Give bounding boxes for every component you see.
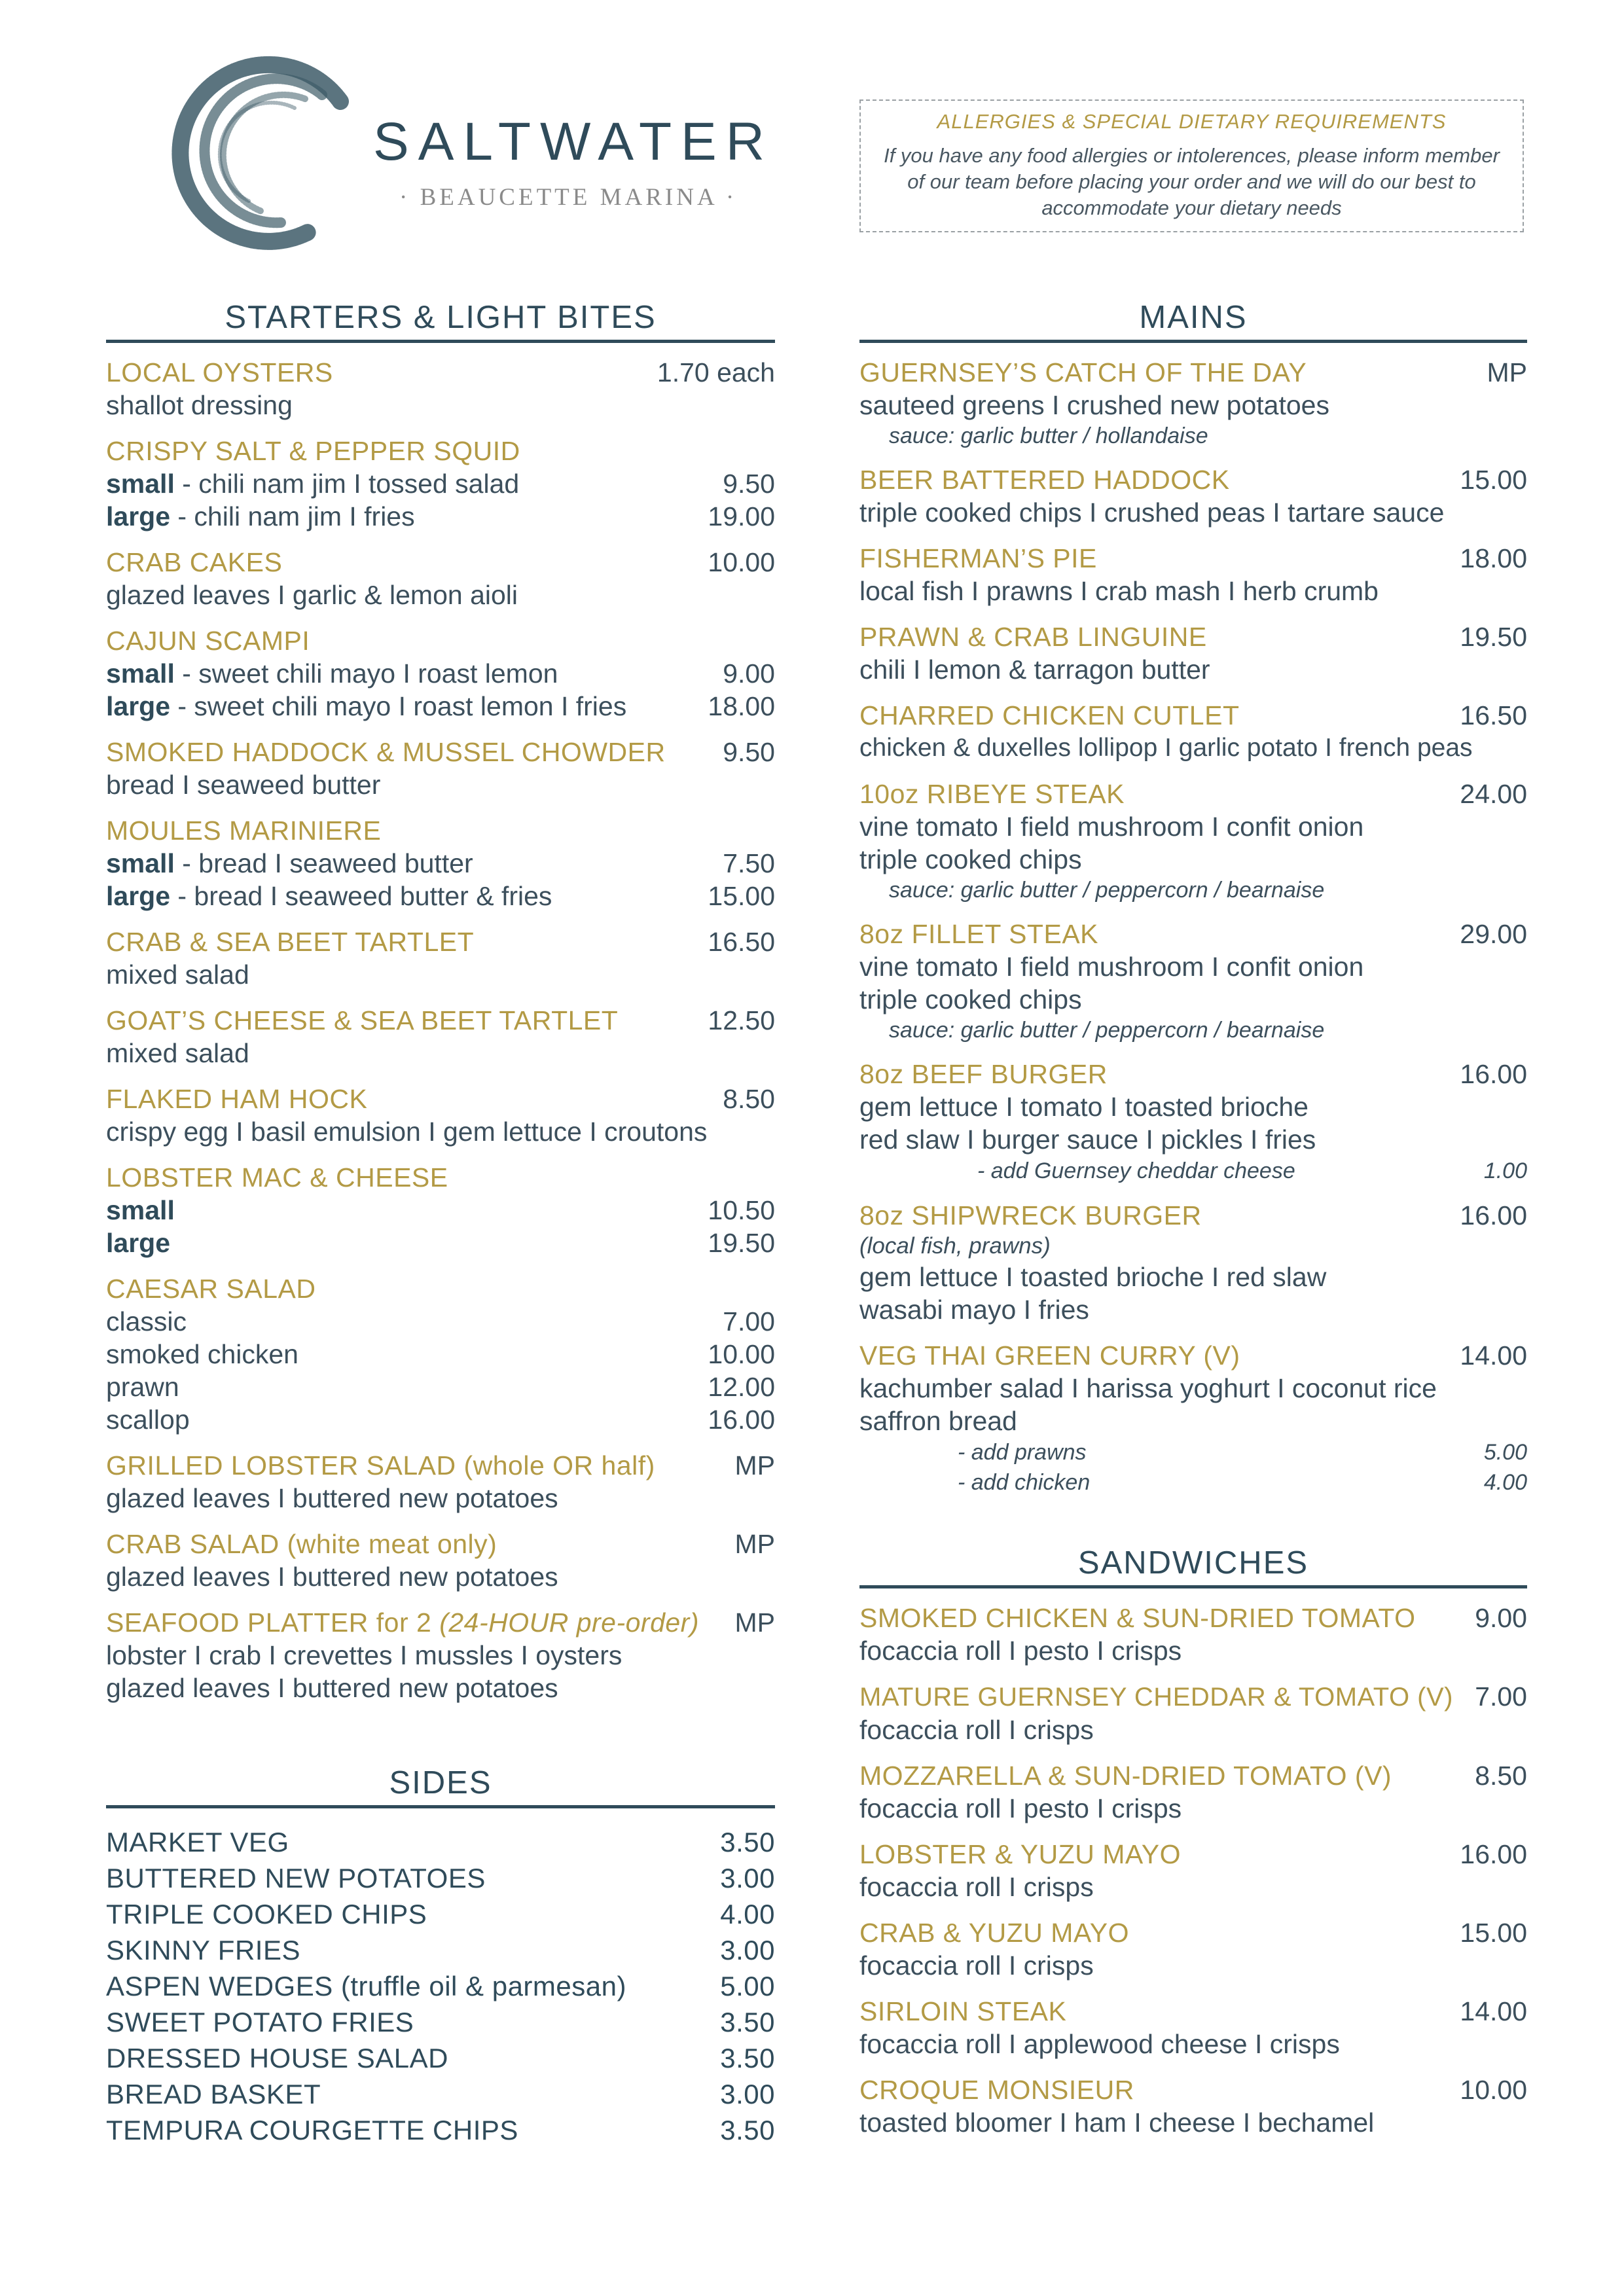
side-item bbox=[106, 2040, 775, 2076]
item-name: CAJUN SCAMPI bbox=[106, 626, 310, 656]
menu-item bbox=[859, 1058, 1527, 1186]
option-text: scallop bbox=[106, 1405, 190, 1435]
item-desc: glazed leaves I buttered new potatoes bbox=[106, 1483, 558, 1513]
item-option bbox=[106, 1338, 775, 1371]
item-name: GRILLED LOBSTER SALAD (whole OR half) bbox=[106, 1450, 655, 1480]
option-price: 9.50 bbox=[723, 469, 775, 499]
item-price: 24.00 bbox=[1460, 779, 1527, 809]
side-name: BREAD BASKET bbox=[106, 2079, 321, 2109]
item-price: MP bbox=[1487, 357, 1527, 387]
option-size: small bbox=[106, 469, 175, 499]
option-text: - chili nam jim I fries bbox=[170, 501, 415, 531]
item-option bbox=[106, 1194, 775, 1227]
menu-item bbox=[859, 620, 1527, 686]
item-price: 9.00 bbox=[1475, 1603, 1527, 1633]
option-text: prawn bbox=[106, 1372, 179, 1402]
option-price: 7.00 bbox=[723, 1306, 775, 1336]
item-name: CRISPY SALT & PEPPER SQUID bbox=[106, 436, 520, 466]
option-text: classic bbox=[106, 1306, 187, 1336]
item-price: 16.00 bbox=[1460, 1839, 1527, 1869]
item-note: (local fish, prawns) bbox=[859, 1233, 1051, 1259]
item-name: MOULES MARINIERE bbox=[106, 816, 382, 846]
menu-item bbox=[859, 1995, 1527, 2060]
menu-item bbox=[859, 918, 1527, 1045]
side-item bbox=[106, 1968, 775, 2004]
brand-name: SALTWATER bbox=[373, 112, 774, 171]
item-desc: triple cooked chips I crushed peas I tartare sauce bbox=[859, 497, 1445, 528]
option-price: 15.00 bbox=[708, 881, 775, 911]
side-name: MARKET VEG bbox=[106, 1827, 289, 1857]
side-item bbox=[106, 2112, 775, 2148]
item-price: 8.50 bbox=[1475, 1761, 1527, 1791]
option-price: 18.00 bbox=[708, 691, 775, 721]
sides-title: SIDES bbox=[106, 1763, 775, 1808]
option-price: 10.00 bbox=[708, 1339, 775, 1369]
item-price: 15.00 bbox=[1460, 1918, 1527, 1948]
side-price: 3.50 bbox=[720, 2115, 775, 2145]
menu-item bbox=[106, 546, 775, 611]
item-desc: vine tomato I field mushroom I confit onion bbox=[859, 952, 1364, 982]
allergy-title: ALLERGIES & SPECIAL DIETARY REQUIREMENTS bbox=[937, 110, 1447, 133]
item-sauce: sauce: garlic butter / peppercorn / bearnaise bbox=[889, 878, 1325, 903]
item-desc: saffron bread bbox=[859, 1406, 1017, 1436]
item-sauce: sauce: garlic butter / hollandaise bbox=[889, 423, 1208, 448]
side-name: BUTTERED NEW POTATOES bbox=[106, 1863, 486, 1893]
item-name: CRAB & YUZU MAYO bbox=[859, 1918, 1129, 1948]
menu-item bbox=[106, 1004, 775, 1069]
item-desc: crispy egg I basil emulsion I gem lettuce I croutons bbox=[106, 1117, 708, 1147]
item-option bbox=[106, 847, 775, 880]
menu-item bbox=[106, 624, 775, 723]
item-desc: lobster I crab I crevettes I mussles I oysters bbox=[106, 1640, 623, 1670]
side-name: ASPEN WEDGES (truffle oil & parmesan) bbox=[106, 1971, 626, 2001]
option-price: 10.50 bbox=[708, 1195, 775, 1225]
item-addon bbox=[859, 1437, 1527, 1467]
item-name: LOCAL OYSTERS bbox=[106, 357, 333, 387]
item-option bbox=[106, 657, 775, 690]
menu-item bbox=[859, 1602, 1527, 1667]
item-option bbox=[106, 880, 775, 912]
item-price: 29.00 bbox=[1460, 919, 1527, 949]
item-price: 7.00 bbox=[1475, 1681, 1527, 1712]
menu-item bbox=[859, 356, 1527, 450]
addon-price: 5.00 bbox=[1483, 1440, 1527, 1465]
option-text: smoked chicken bbox=[106, 1339, 298, 1369]
option-size: large bbox=[106, 881, 170, 911]
menu-item bbox=[106, 1161, 775, 1259]
item-desc: triple cooked chips bbox=[859, 844, 1082, 874]
item-name: MATURE GUERNSEY CHEDDAR & TOMATO (V) bbox=[859, 1683, 1454, 1712]
option-size: large bbox=[106, 691, 170, 721]
menu-item bbox=[106, 1083, 775, 1148]
side-item bbox=[106, 1824, 775, 1860]
item-option bbox=[106, 1371, 775, 1403]
item-price: 16.00 bbox=[1460, 1200, 1527, 1230]
item-desc: focaccia roll I crisps bbox=[859, 1872, 1094, 1902]
side-item bbox=[106, 2004, 775, 2040]
option-size: small bbox=[106, 658, 175, 689]
item-desc: gem lettuce I tomato I toasted brioche bbox=[859, 1092, 1308, 1122]
item-desc: sauteed greens I crushed new potatoes bbox=[859, 390, 1329, 420]
starters-section bbox=[106, 298, 775, 1704]
menu-item bbox=[859, 1916, 1527, 1982]
menu-item bbox=[859, 778, 1527, 905]
sides-section bbox=[106, 1763, 775, 2148]
item-name: SMOKED CHICKEN & SUN-DRIED TOMATO bbox=[859, 1603, 1416, 1633]
allergy-text: If you have any food allergies or intolerences, please inform member of our team before placing your order and we will do our best to accommodate your dietary needs bbox=[884, 144, 1500, 219]
item-name: SMOKED HADDOCK & MUSSEL CHOWDER bbox=[106, 737, 666, 767]
side-price: 3.00 bbox=[720, 1863, 775, 1893]
item-price: 15.00 bbox=[1460, 465, 1527, 495]
item-desc: glazed leaves I buttered new potatoes bbox=[106, 1562, 558, 1592]
item-desc: focaccia roll I crisps bbox=[859, 1950, 1094, 1981]
item-price: MP bbox=[734, 1607, 775, 1638]
brand-location: · BEAUCETTE MARINA · bbox=[399, 184, 738, 211]
item-option bbox=[106, 467, 775, 500]
mains-title: MAINS bbox=[859, 298, 1527, 343]
option-price: 16.00 bbox=[708, 1405, 775, 1435]
item-desc: kachumber salad I harissa yoghurt I coconut rice bbox=[859, 1373, 1437, 1403]
item-price: 12.50 bbox=[708, 1005, 775, 1035]
item-name: SEAFOOD PLATTER for 2 bbox=[106, 1607, 440, 1638]
allergy-notice bbox=[859, 99, 1524, 232]
option-text: - chili nam jim I tossed salad bbox=[174, 469, 520, 499]
option-size: large bbox=[106, 1228, 170, 1258]
item-name: FLAKED HAM HOCK bbox=[106, 1084, 368, 1114]
item-name: CAESAR SALAD bbox=[106, 1274, 316, 1304]
menu-item bbox=[859, 1339, 1527, 1498]
sandwiches-title: SANDWICHES bbox=[859, 1543, 1527, 1588]
menu-item bbox=[106, 925, 775, 991]
menu-item bbox=[859, 1199, 1527, 1326]
item-desc: shallot dressing bbox=[106, 390, 293, 420]
item-name-note: (24-HOUR pre-order) bbox=[439, 1607, 699, 1638]
item-option bbox=[106, 690, 775, 723]
left-column bbox=[106, 298, 775, 2194]
addon-text: - add chicken bbox=[958, 1470, 1091, 1495]
option-text: - bread I seaweed butter & fries bbox=[170, 881, 552, 911]
option-size: small bbox=[106, 848, 175, 878]
addon-price: 4.00 bbox=[1483, 1470, 1527, 1495]
item-price: 1.70 each bbox=[657, 357, 775, 387]
item-desc: local fish I prawns I crab mash I herb crumb bbox=[859, 576, 1379, 606]
item-price: 10.00 bbox=[1460, 2075, 1527, 2105]
item-desc: focaccia roll I pesto I crisps bbox=[859, 1636, 1182, 1666]
item-name: 10oz RIBEYE STEAK bbox=[859, 779, 1125, 809]
item-price: 9.50 bbox=[723, 737, 775, 767]
menu-item bbox=[106, 814, 775, 912]
item-desc: mixed salad bbox=[106, 1038, 249, 1068]
item-name: FISHERMAN’S PIE bbox=[859, 543, 1097, 573]
option-size: large bbox=[106, 501, 170, 531]
item-name: CRAB & SEA BEET TARTLET bbox=[106, 927, 475, 957]
addon-text: - add prawns bbox=[958, 1440, 1087, 1465]
item-desc: chili I lemon & tarragon butter bbox=[859, 655, 1210, 685]
addon-price: 1.00 bbox=[1483, 1158, 1527, 1183]
side-item bbox=[106, 1896, 775, 1932]
menu-item bbox=[106, 1528, 775, 1593]
side-item bbox=[106, 1860, 775, 1896]
item-desc: red slaw I burger sauce I pickles I fries bbox=[859, 1124, 1316, 1155]
item-name: GUERNSEY’S CATCH OF THE DAY bbox=[859, 357, 1307, 387]
menu-item bbox=[859, 542, 1527, 607]
menu-item bbox=[106, 356, 775, 422]
item-option bbox=[106, 1305, 775, 1338]
side-price: 3.50 bbox=[720, 2043, 775, 2073]
item-desc: bread I seaweed butter bbox=[106, 770, 381, 800]
item-option bbox=[106, 500, 775, 533]
item-name: 8oz SHIPWRECK BURGER bbox=[859, 1200, 1202, 1230]
menu-item bbox=[106, 736, 775, 801]
side-price: 3.00 bbox=[720, 2079, 775, 2109]
mains-section bbox=[859, 298, 1527, 1498]
item-desc: wasabi mayo I fries bbox=[859, 1295, 1089, 1325]
item-price: 16.00 bbox=[1460, 1059, 1527, 1089]
item-price: 14.00 bbox=[1460, 1996, 1527, 2026]
item-name: 8oz BEEF BURGER bbox=[859, 1059, 1108, 1089]
option-text: - bread I seaweed butter bbox=[174, 848, 473, 878]
side-price: 5.00 bbox=[720, 1971, 775, 2001]
item-name: LOBSTER & YUZU MAYO bbox=[859, 1839, 1181, 1869]
item-name: CHARRED CHICKEN CUTLET bbox=[859, 700, 1240, 730]
menu-item bbox=[859, 1680, 1527, 1746]
side-price: 3.50 bbox=[720, 2007, 775, 2037]
item-price: 8.50 bbox=[723, 1084, 775, 1114]
item-name: LOBSTER MAC & CHEESE bbox=[106, 1162, 448, 1193]
side-name: TEMPURA COURGETTE CHIPS bbox=[106, 2115, 518, 2145]
item-name: CRAB SALAD (white meat only) bbox=[106, 1529, 497, 1559]
item-desc: mixed salad bbox=[106, 960, 249, 990]
menu-item bbox=[859, 463, 1527, 529]
menu-item bbox=[859, 2073, 1527, 2139]
menu-item bbox=[859, 1838, 1527, 1903]
item-desc: chicken & duxelles lollipop I garlic potato I french peas bbox=[859, 734, 1473, 762]
sandwiches-section bbox=[859, 1543, 1527, 2139]
option-price: 12.00 bbox=[708, 1372, 775, 1402]
item-desc: glazed leaves I garlic & lemon aioli bbox=[106, 580, 518, 610]
item-addon bbox=[859, 1156, 1527, 1186]
side-name: DRESSED HOUSE SALAD bbox=[106, 2043, 448, 2073]
menu-item bbox=[106, 1606, 775, 1704]
addon-text: - add Guernsey cheddar cheese bbox=[977, 1158, 1295, 1183]
item-name: SIRLOIN STEAK bbox=[859, 1996, 1067, 2026]
item-price: MP bbox=[734, 1529, 775, 1559]
option-price: 19.50 bbox=[708, 1228, 775, 1258]
option-size: small bbox=[106, 1195, 175, 1225]
saltwater-wave-logo bbox=[151, 56, 360, 255]
item-name: 8oz FILLET STEAK bbox=[859, 919, 1099, 949]
side-name: SWEET POTATO FRIES bbox=[106, 2007, 414, 2037]
item-desc: focaccia roll I pesto I crisps bbox=[859, 1793, 1182, 1823]
item-desc: focaccia roll I crisps bbox=[859, 1715, 1094, 1745]
starters-title: STARTERS & LIGHT BITES bbox=[106, 298, 775, 343]
item-name: VEG THAI GREEN CURRY (V) bbox=[859, 1340, 1240, 1371]
item-option bbox=[106, 1403, 775, 1436]
right-column bbox=[859, 298, 1527, 2185]
option-text: - sweet chili mayo I roast lemon I fries bbox=[170, 691, 627, 721]
menu-item bbox=[106, 1449, 775, 1515]
side-price: 4.00 bbox=[720, 1899, 775, 1929]
side-name: TRIPLE COOKED CHIPS bbox=[106, 1899, 427, 1929]
item-desc: vine tomato I field mushroom I confit onion bbox=[859, 812, 1364, 842]
item-price: 10.00 bbox=[708, 547, 775, 577]
item-desc: toasted bloomer I ham I cheese I bechamel bbox=[859, 2108, 1375, 2138]
side-item bbox=[106, 2076, 775, 2112]
item-price: MP bbox=[734, 1450, 775, 1480]
item-desc: glazed leaves I buttered new potatoes bbox=[106, 1673, 558, 1703]
menu-item bbox=[859, 699, 1527, 764]
item-price: 14.00 bbox=[1460, 1340, 1527, 1371]
item-name: CRAB CAKES bbox=[106, 547, 283, 577]
option-text: - sweet chili mayo I roast lemon bbox=[174, 658, 558, 689]
item-price: 19.50 bbox=[1460, 622, 1527, 652]
menu-item bbox=[106, 435, 775, 533]
item-option bbox=[106, 1227, 775, 1259]
menu-item bbox=[859, 1759, 1527, 1825]
item-price: 16.50 bbox=[708, 927, 775, 957]
item-desc: focaccia roll I applewood cheese I crisps bbox=[859, 2029, 1340, 2059]
side-price: 3.50 bbox=[720, 1827, 775, 1857]
item-name: BEER BATTERED HADDOCK bbox=[859, 465, 1230, 495]
item-name: PRAWN & CRAB LINGUINE bbox=[859, 622, 1207, 652]
option-price: 7.50 bbox=[723, 848, 775, 878]
item-desc: gem lettuce I toasted brioche I red slaw bbox=[859, 1262, 1327, 1292]
item-price: 18.00 bbox=[1460, 543, 1527, 573]
menu-item bbox=[106, 1272, 775, 1436]
item-name: CROQUE MONSIEUR bbox=[859, 2075, 1134, 2105]
side-name: SKINNY FRIES bbox=[106, 1935, 300, 1965]
option-price: 19.00 bbox=[708, 501, 775, 531]
item-name: GOAT’S CHEESE & SEA BEET TARTLET bbox=[106, 1005, 619, 1035]
item-name: MOZZARELLA & SUN-DRIED TOMATO (V) bbox=[859, 1761, 1392, 1791]
item-addon bbox=[859, 1467, 1527, 1498]
side-price: 3.00 bbox=[720, 1935, 775, 1965]
item-sauce: sauce: garlic butter / peppercorn / bearnaise bbox=[889, 1018, 1325, 1043]
side-item bbox=[106, 1932, 775, 1968]
item-desc: triple cooked chips bbox=[859, 984, 1082, 1014]
item-price: 16.50 bbox=[1460, 700, 1527, 730]
option-price: 9.00 bbox=[723, 658, 775, 689]
